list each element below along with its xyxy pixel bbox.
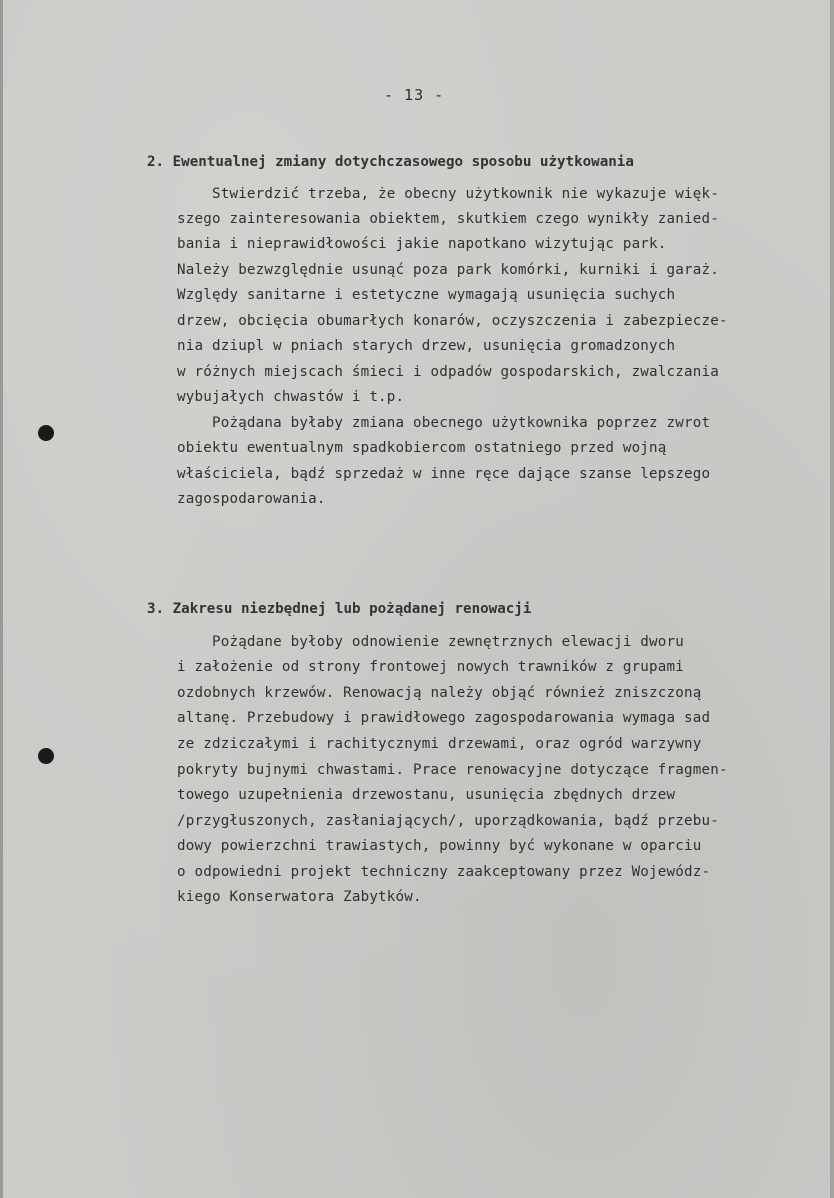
section-2-line: w różnych miejscach śmieci i odpadów gospodarskich, zwalczania [177, 364, 719, 380]
section-3-line: ozdobnych krzewów. Renowacją należy objąć również zniszczoną [177, 685, 702, 701]
section-3-line: Pożądane byłoby odnowienie zewnętrznych elewacji dworu [177, 634, 685, 650]
page-left-edge [0, 0, 3, 1198]
section-2-line: właściciela, bądź sprzedaż w inne ręce dające szanse lepszego [177, 466, 711, 482]
section-3-line: kiego Konserwatora Zabytków. [177, 889, 422, 905]
section-2-line: drzew, obcięcia obumarłych konarów, oczyszczenia i zabezpiecze- [177, 313, 728, 329]
section-3-line: o odpowiedni projekt techniczny zaakceptowany przez Wojewódz- [177, 864, 711, 880]
section-2-line: szego zainteresowania obiektem, skutkiem czego wynikły zanied- [177, 211, 719, 227]
section-2-line: Pożądana byłaby zmiana obecnego użytkownika poprzez zwrot [177, 415, 711, 431]
punch-hole [38, 425, 54, 441]
page-right-edge [830, 0, 834, 1198]
section-2-line: zagospodarowania. [177, 491, 326, 507]
section-3-heading: 3. Zakresu niezbędnej lub pożądanej renowacji [147, 601, 532, 617]
section-3-line: dowy powierzchni trawiastych, powinny być wykonane w oparciu [177, 838, 702, 854]
section-3-line: /przygłuszonych, zasłaniających/, uporządkowania, bądź przebu- [177, 813, 719, 829]
section-2-line: Należy bezwzględnie usunąć poza park komórki, kurniki i garaż. [177, 262, 719, 278]
section-2-line: nia dziupl w pniach starych drzew, usunięcia gromadzonych [177, 338, 676, 354]
section-3-line: pokryty bujnymi chwastami. Prace renowacyjne dotyczące fragmen- [177, 762, 728, 778]
section-3-line: ze zdziczałymi i rachitycznymi drzewami, oraz ogród warzywny [177, 736, 702, 752]
punch-hole [38, 748, 54, 764]
section-2-line: obiektu ewentualnym spadkobiercom ostatniego przed wojną [177, 440, 667, 456]
section-3-line: towego uzupełnienia drzewostanu, usunięcia zbędnych drzew [177, 787, 676, 803]
section-2-heading: 2. Ewentualnej zmiany dotychczasowego sposobu użytkowania [147, 154, 634, 170]
page-number: - 13 - [384, 86, 445, 104]
section-2-line: Stwierdzić trzeba, że obecny użytkownik nie wykazuje więk- [177, 186, 719, 202]
section-3-line: altanę. Przebudowy i prawidłowego zagospodarowania wymaga sad [177, 710, 711, 726]
section-2-line: bania i nieprawidłowości jakie napotkano wizytując park. [177, 236, 667, 252]
section-3-line: i założenie od strony frontowej nowych trawników z grupami [177, 659, 685, 675]
section-2-line: Względy sanitarne i estetyczne wymagają usunięcia suchych [177, 287, 676, 303]
section-2-line: wybujałych chwastów i t.p. [177, 389, 405, 405]
